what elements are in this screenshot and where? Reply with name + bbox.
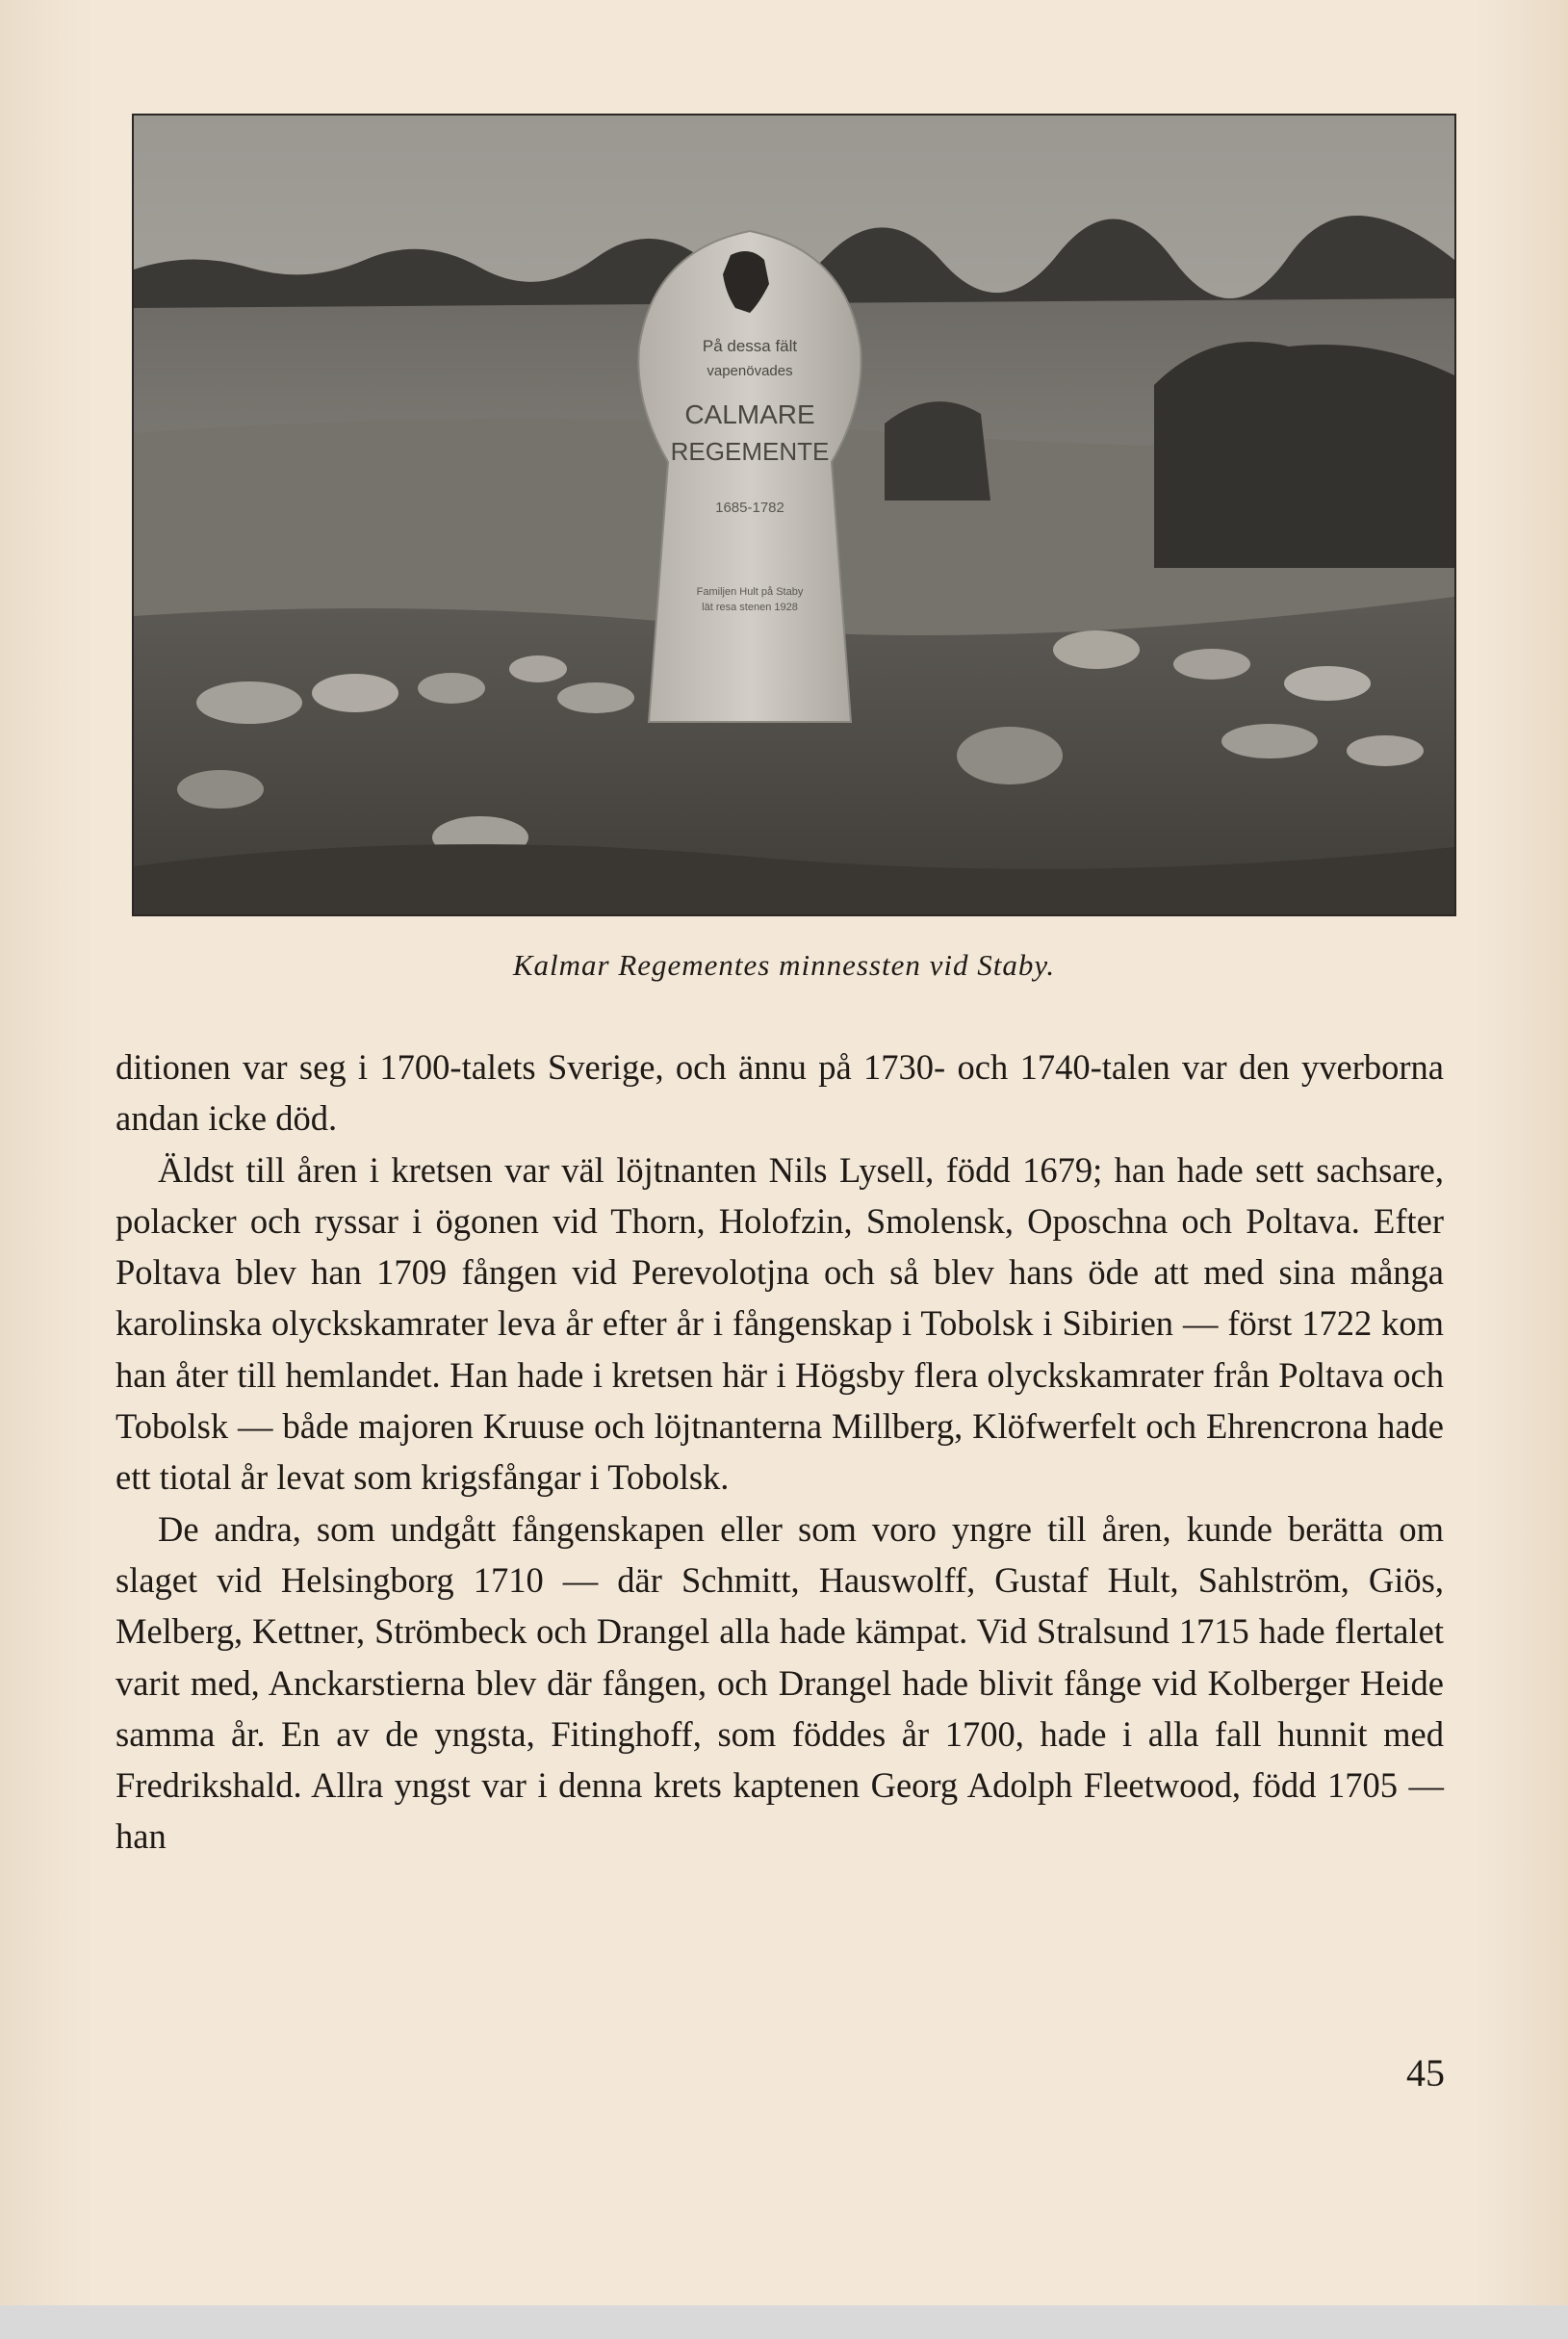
- memorial-stone-photo: [132, 114, 1456, 916]
- stone-line-7: lät resa stenen 1928: [702, 602, 798, 613]
- page-number: 45: [1406, 2051, 1445, 2095]
- stone-line-3: CALMARE: [684, 399, 815, 429]
- stone-line-2: vapenövades: [707, 363, 793, 379]
- paragraph-2: Äldst till åren i kretsen var väl löjtnanten Nils Lysell, född 1679; han hade sett sachsare, polacker och ryssar i ögonen vid Thorn, Holofzin, Smolensk, Oposchna och Poltava. Efter Poltava blev han 1709 fången vid Perevolotjna och så blev hans öde att med sina många karolinska olyckskamrater leva år efter år i fångenskap i Tobolsk i Sibirien — först 1722 kom han åter till hemlandet. Han hade i kretsen här i Högsby flera olyckskamrater från Poltava och Tobolsk — både majoren Kruuse och löjtnanterna Millberg, Klöfwerfelt och Ehrencrona hade ett tiotal år levat som krigsfångar i Tobolsk.: [116, 1149, 1444, 1498]
- stone-line-5: 1685-1782: [715, 500, 784, 516]
- stone-line-6: Familjen Hult på Staby: [696, 586, 804, 598]
- photo-illustration: [134, 116, 1454, 914]
- scan-border: [0, 2305, 1568, 2339]
- paragraph-3: De andra, som undgått fångenskapen eller som voro yngre till åren, kunde berätta om slaget vid Helsingborg 1710 — där Schmitt, Hauswolff, Gustaf Hult, Sahlström, Giös, Melberg, Kettner, Strömbeck och Drangel alla hade kämpat. Vid Stralsund 1715 hade flertalet varit med, Anckarstierna blev där fången, och Drangel hade blivit fånge vid Kolberger Heide samma år. En av de yngsta, Fitinghoff, som föddes år 1700, hade i alla fall hunnit med Fredrikshald. Allra yngst var i denna krets kaptenen Georg Adolph Fleetwood, född 1705 — han: [116, 1508, 1444, 1857]
- paragraph-1: ditionen var seg i 1700-talets Sverige, och ännu på 1730- och 1740-talen var den yverborna andan icke död.: [116, 1047, 1444, 1139]
- stone-line-4: REGEMENTE: [670, 437, 830, 466]
- figure-caption: Kalmar Regementes minnessten vid Staby.: [512, 948, 1056, 982]
- body-text: [116, 1041, 1444, 1863]
- stone-line-1: På dessa fält: [702, 337, 798, 355]
